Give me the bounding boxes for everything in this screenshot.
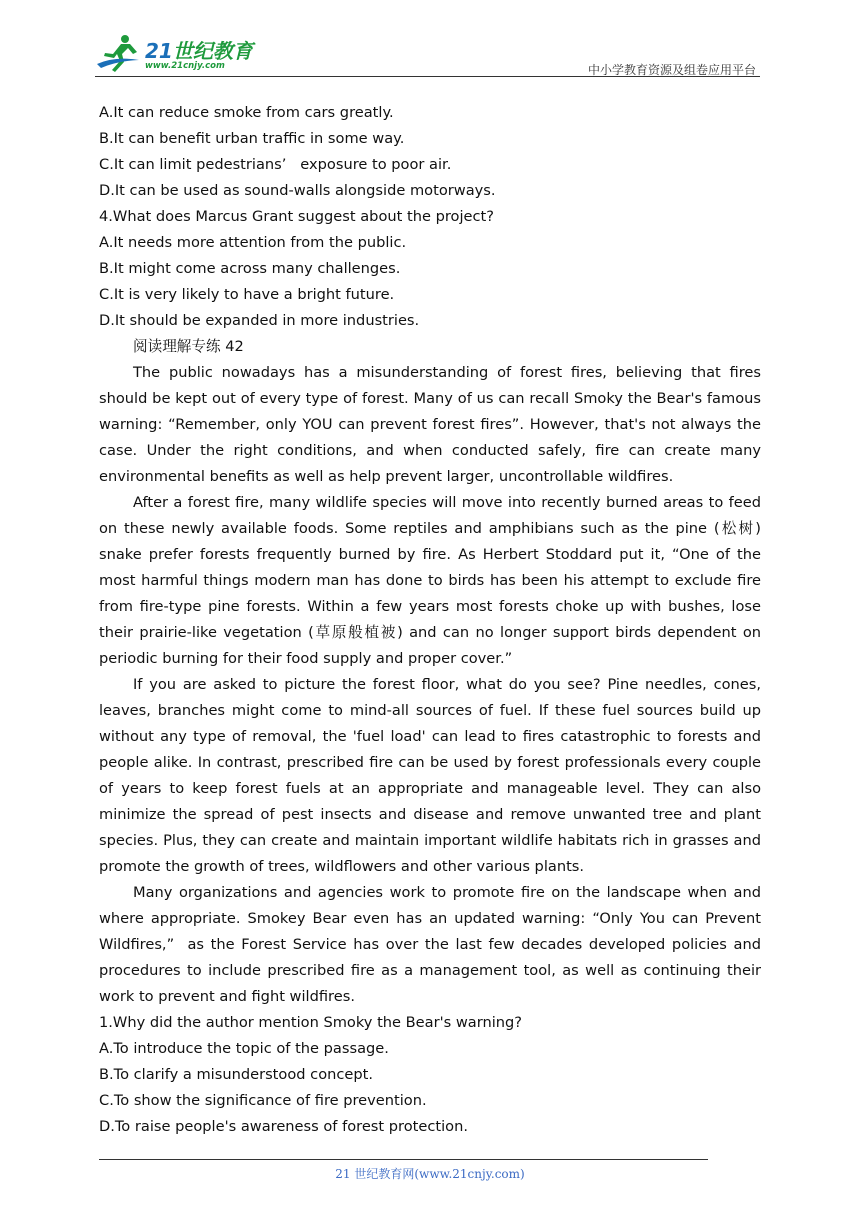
footer-divider — [99, 1159, 708, 1160]
logo-url: www.21cnjy.com — [145, 61, 225, 71]
page-header — [95, 30, 760, 78]
passage-paragraph: If you are asked to picture the forest floor, what do you see? Pine needles, cones, leaves, branches might come to mind-all sources of fuel. If these fuel sources build up without any type of removal, the 'fuel load' can lead to fires catastrophic to forests and people alike. In contrast, prescribed fire can be used by forest professionals every couple of years to keep forest fuels at an appropriate and manageable level. They can also minimize the spread of pest insects and disease and remove unwanted tree and plant species. Plus, they can create and maintain important wildlife habitats rich in grasses and promote the growth of trees, wildflowers and other various plants. — [99, 676, 761, 875]
question-1-option-d: D.To raise people's awareness of forest protection. — [99, 1118, 468, 1135]
document-body — [99, 100, 766, 1140]
question-1-option-c: C.To show the significance of fire prevention. — [99, 1092, 427, 1109]
logo — [95, 30, 260, 76]
header-divider — [95, 76, 760, 77]
running-man-icon — [95, 34, 143, 74]
section-title: 阅读理解专练 42 — [133, 338, 244, 355]
question-4-option-b: B.It might come across many challenges. — [99, 260, 401, 277]
passage-paragraph: Many organizations and agencies work to promote fire on the landscape when and where appropriate. Smokey Bear even has an updated warning: “Only You can Prevent Wildfires,” as the Forest Service has over the last few decades developed policies and procedures to include prescribed fire as a management tool, as well as continuing their work to prevent and fight wildfires. — [99, 884, 766, 1005]
passage-paragraph: After a forest fire, many wildlife species will move into recently burned areas to feed on these newly available foods. Some reptiles and amphibians such as the pine (松树) snake prefer forests frequently burned by fire. As Herbert Stoddard put it, “One of the most harmful things modern man has done to birds has been his attempt to exclude fire from fire-type pine forests. Within a few years most forests choke up with bushes, lose their prairie-like vegetation (草原般植被) and can no longer support birds dependent on periodic burning for their food supply and proper cover.” — [99, 494, 761, 667]
question-4-stem: 4.What does Marcus Grant suggest about the project? — [99, 208, 494, 225]
question-1-option-b: B.To clarify a misunderstood concept. — [99, 1066, 373, 1083]
header-platform-text: 中小学教育资源及组卷应用平台 — [587, 63, 756, 77]
logo-text: 21世纪教育 — [145, 39, 253, 63]
question-4-option-c: C.It is very likely to have a bright future. — [99, 286, 395, 303]
question-4-option-d: D.It should be expanded in more industries. — [99, 312, 420, 329]
option-d: D.It can be used as sound-walls alongside motorways. — [99, 182, 496, 199]
question-4-option-a: A.It needs more attention from the public. — [99, 234, 407, 251]
footer-text: 21 世纪教育网(www.21cnjy.com) — [335, 1167, 525, 1181]
option-b: B.It can benefit urban traffic in some way. — [99, 130, 405, 147]
question-1-stem: 1.Why did the author mention Smoky the Bear's warning? — [99, 1014, 523, 1031]
question-1-option-a: A.To introduce the topic of the passage. — [99, 1040, 389, 1057]
option-c: C.It can limit pedestrians’ exposure to poor air. — [99, 156, 452, 173]
passage-paragraph: The public nowadays has a misunderstanding of forest fires, believing that fires should be kept out of every type of forest. Many of us can recall Smoky the Bear's famous warning: “Remember, only YOU can prevent forest fires”. However, that's not always the case. Under the right conditions, and when conducted safely, fire can create many environmental benefits as well as help prevent larger, uncontrollable wildfires. — [99, 364, 761, 485]
option-a: A.It can reduce smoke from cars greatly. — [99, 104, 394, 121]
